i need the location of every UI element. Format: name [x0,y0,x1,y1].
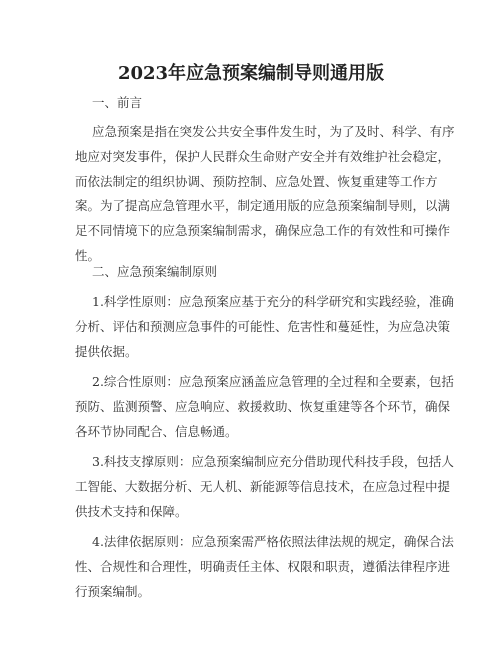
principle-paragraph-legal [75,530,454,604]
principle-line: 提供依据。 [75,343,138,359]
principle-line: 各环节协同配合、信息畅通。 [75,423,238,439]
intro-line: 足不同情境下的应急预案编制需求，确保应急工作的有效性和可操作 [75,223,451,239]
intro-line: 而依法制定的组织协调、预防控制、应急处置、恢复重建等工作方 [75,173,438,189]
intro-line: 应急预案是指在突发公共安全事件发生时，为了及时、科学、有序 [92,124,455,139]
intro-line: 地应对突发事件，保护人民群众生命财产安全并有效维护社会稳定， [75,148,451,164]
principle-paragraph-comprehensive [75,370,454,444]
principle-line: 4.法律依据原则：应急预案需严格依照法律法规的规定，确保合法 [92,534,454,549]
principle-paragraph-technology [75,450,454,524]
principle-line: 3.科技支撑原则：应急预案编制应充分借助现代科技手段，包括人 [92,454,454,469]
principle-line: 1.科学性原则：应急预案应基于充分的科学研究和实践经验，准确 [92,294,454,309]
principle-line: 分析、评估和预测应急事件的可能性、危害性和蔓延性，为应急决策 [75,318,451,334]
principle-line: 行预案编制。 [75,583,151,599]
section-heading-preface: 一、前言 [92,95,143,110]
intro-line: 案。为了提高应急管理水平，制定通用版的应急预案编制导则，以满 [75,198,451,214]
document-title: 2023年应急预案编制导则通用版 [117,63,385,84]
principle-line: 供技术支持和保障。 [75,503,188,519]
intro-line: 性。 [75,247,101,263]
intro-paragraph [75,120,455,269]
section-heading-principles: 二、应急预案编制原则 [92,264,218,279]
principle-line: 2.综合性原则：应急预案应涵盖应急管理的全过程和全要素，包括 [92,374,454,389]
principle-paragraph-scientific [75,290,454,364]
principle-line: 工智能、大数据分析、无人机、新能源等信息技术，在应急过程中提 [75,478,451,494]
principle-line: 预防、监测预警、应急响应、救援救助、恢复重建等各个环节，确保 [75,398,451,414]
principle-line: 性、合规性和合理性，明确责任主体、权限和职责，遵循法律程序进 [75,558,451,574]
